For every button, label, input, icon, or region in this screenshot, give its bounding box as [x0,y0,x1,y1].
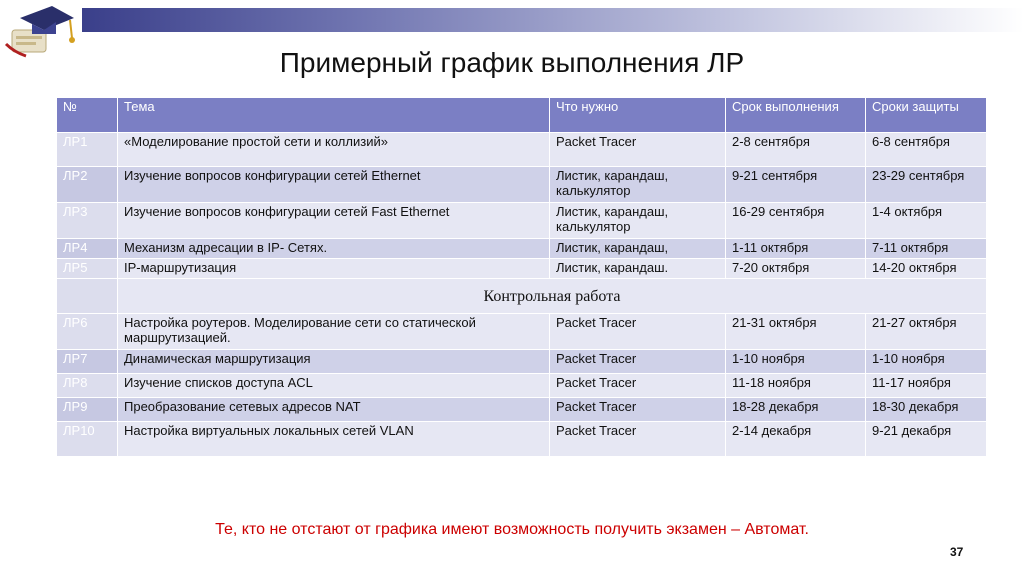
row-topic: Настройка виртуальных локальных сетей VLAN [118,422,550,457]
row-need: Packet Tracer [550,133,726,167]
table-row [57,398,987,422]
header-topic: Тема [118,98,550,133]
row-need: Packet Tracer [550,398,726,422]
row-id: ЛР2 [57,167,118,203]
row-deadline: 11-18 ноября [726,374,866,398]
table-row [57,133,987,167]
control-work-blank-cell [57,279,118,314]
header-defense: Сроки защиты [866,98,987,133]
row-topic: Изучение вопросов конфигурации сетей Ethernet [118,167,550,203]
table-row [57,203,987,239]
header-num: № [57,98,118,133]
table-row [57,314,987,350]
page-title: Примерный график выполнения ЛР [279,47,745,78]
row-topic: «Моделирование простой сети и коллизий» [118,133,550,167]
row-id: ЛР10 [57,422,118,457]
row-topic: Преобразование сетевых адресов NAT [118,398,550,422]
row-defense: 9-21 декабря [866,422,987,457]
row-topic: IP-маршрутизация [118,259,550,279]
row-id: ЛР5 [57,259,118,279]
table-row [57,259,987,279]
page-number: 37 [950,545,964,559]
row-need: Листик, карандаш, калькулятор [550,203,726,239]
row-defense: 18-30 декабря [866,398,987,422]
row-id: ЛР1 [57,133,118,167]
schedule-table [56,97,987,457]
row-topic: Настройка роутеров. Моделирование сети со статической маршрутизацией. [118,314,550,350]
row-defense: 23-29 сентября [866,167,987,203]
row-need: Packet Tracer [550,374,726,398]
row-defense: 11-17 ноября [866,374,987,398]
row-id: ЛР7 [57,350,118,374]
row-defense: 1-4 октября [866,203,987,239]
control-work-label: Контрольная работа [118,279,987,314]
row-id: ЛР8 [57,374,118,398]
row-id: ЛР3 [57,203,118,239]
row-topic: Динамическая маршрутизация [118,350,550,374]
row-deadline: 2-8 сентября [726,133,866,167]
table-row [57,374,987,398]
row-topic: Механизм адресации в IP- Сетях. [118,239,550,259]
row-need: Листик, карандаш, [550,239,726,259]
row-defense: 1-10 ноября [866,350,987,374]
row-id: ЛР4 [57,239,118,259]
row-need: Листик, карандаш. [550,259,726,279]
table-row [57,167,987,203]
row-id: ЛР6 [57,314,118,350]
row-deadline: 1-11 октября [726,239,866,259]
row-deadline: 1-10 ноября [726,350,866,374]
row-need: Packet Tracer [550,350,726,374]
table-row [57,350,987,374]
row-deadline: 9-21 сентября [726,167,866,203]
row-need: Листик, карандаш, калькулятор [550,167,726,203]
row-id: ЛР9 [57,398,118,422]
table-header-row [57,98,987,133]
row-defense: 7-11 октября [866,239,987,259]
row-deadline: 2-14 декабря [726,422,866,457]
row-topic: Изучение списков доступа ACL [118,374,550,398]
row-defense: 21-27 октября [866,314,987,350]
header-gradient-bar [82,8,1024,32]
header-need: Что нужно [550,98,726,133]
row-deadline: 18-28 декабря [726,398,866,422]
row-topic: Изучение вопросов конфигурации сетей Fast Ethernet [118,203,550,239]
table-row [57,239,987,259]
row-deadline: 7-20 октября [726,259,866,279]
table-row [57,422,987,457]
header-deadline: Срок выполнения [726,98,866,133]
control-work-row [57,279,987,314]
footer-note: Те, кто не отстают от графика имеют возможность получить экзамен – Автомат. [215,521,809,538]
row-deadline: 21-31 октября [726,314,866,350]
row-need: Packet Tracer [550,422,726,457]
row-defense: 14-20 октября [866,259,987,279]
row-deadline: 16-29 сентября [726,203,866,239]
row-need: Packet Tracer [550,314,726,350]
row-defense: 6-8 сентября [866,133,987,167]
